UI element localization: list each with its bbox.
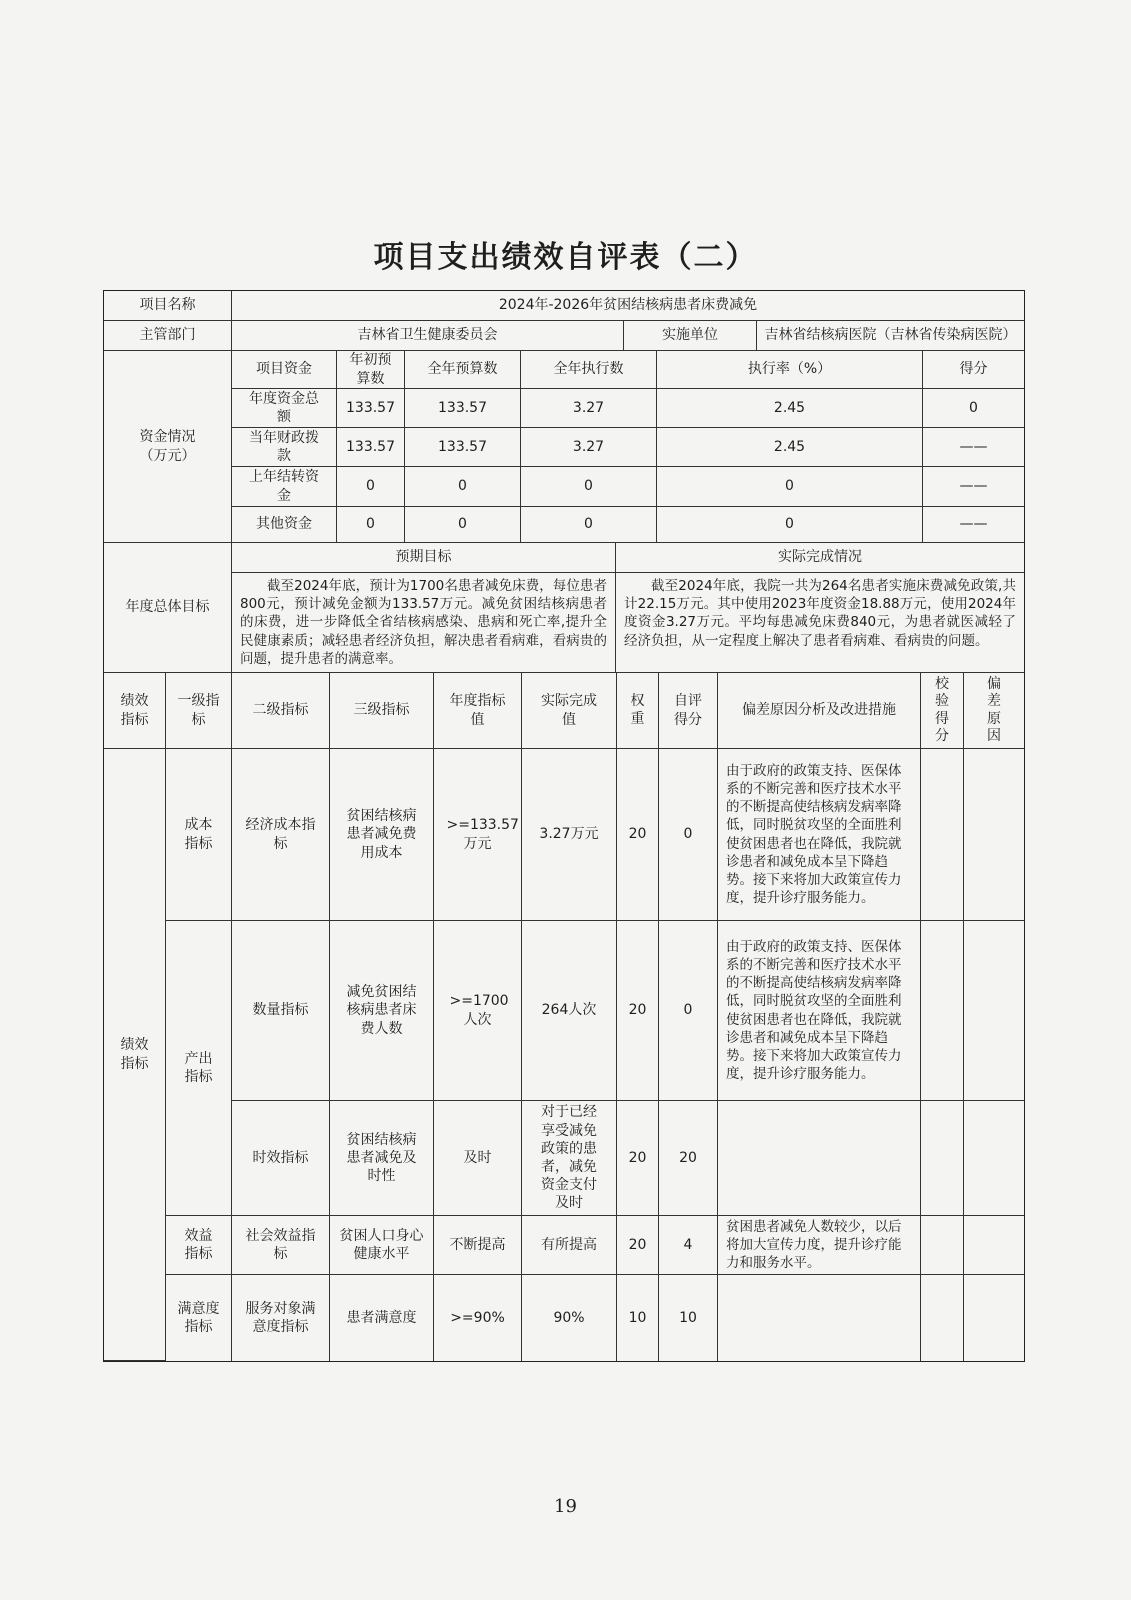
- funds-cell: 0: [657, 467, 923, 507]
- l2-cell: 服务对象满意度指标: [232, 1275, 330, 1361]
- unit-label: 实施单位: [624, 321, 757, 351]
- ind-header: 三级指标: [330, 673, 434, 749]
- target-cell: >=133.57万元: [434, 749, 522, 921]
- ind-header: 校验得分: [921, 673, 964, 749]
- analysis-cell: 贫困患者减免人数较少，以后将加大宣传力度，提升诊疗能力和服务水平。: [718, 1216, 921, 1275]
- funds-cell: 0: [405, 467, 521, 507]
- l3-cell: 贫困结核病患者减免费用成本: [330, 749, 434, 921]
- actual-goal-text: 截至2024年底，我院一共为264名患者实施床费减免政策,共计22.15万元。其中使用2023年度资金18.88万元，使用2024年度资金3.27万元。平均每患减免床费840元，为患者就医减轻了经济负担，从一定程度上解决了患者看病难、看病贵的问题。: [616, 573, 1024, 673]
- weight-cell: 20: [617, 1101, 659, 1216]
- dept-value: 吉林省卫生健康委员会: [232, 321, 624, 351]
- funds-cell: 3.27: [521, 428, 657, 467]
- score-cell: 4: [659, 1216, 718, 1275]
- ind-header: 实际完成值: [522, 673, 617, 749]
- deviation-cell: [964, 1216, 1024, 1275]
- deviation-cell: [964, 749, 1024, 921]
- ind-header: 权重: [617, 673, 659, 749]
- funds-row-label: 年度资金总额: [232, 389, 337, 428]
- analysis-cell: 由于政府的政策支持、医保体系的不断完善和医疗技术水平的不断提高使结核病发病率降低，同时脱贫攻坚的全面胜利使贫困患者也在降低，我院就诊患者和减免成本呈下降趋势。接下来将加大政策宣传力度，提升诊疗服务能力。: [718, 749, 921, 921]
- actual-cell: 90%: [522, 1275, 617, 1361]
- page-title: 项目支出绩效自评表（二）: [373, 240, 758, 275]
- l2-cell: 社会效益指标: [232, 1216, 330, 1275]
- funds-cell: 0: [521, 507, 657, 543]
- ind-section-label: 绩效指标: [104, 749, 166, 1361]
- funds-cell: 0: [521, 467, 657, 507]
- funds-header: 全年执行数: [521, 351, 657, 389]
- deviation-cell: [964, 921, 1024, 1101]
- funds-cell: 0: [337, 507, 405, 543]
- funds-cell: 2.45: [657, 428, 923, 467]
- check-score-cell: [921, 921, 964, 1101]
- l2-cell: 数量指标: [232, 921, 330, 1101]
- funds-header: 年初预算数: [337, 351, 405, 389]
- page-number: 19: [554, 1496, 577, 1517]
- funds-row-label: 上年结转资金: [232, 467, 337, 507]
- target-cell: >=1700人次: [434, 921, 522, 1101]
- ind-header: 二级指标: [232, 673, 330, 749]
- funds-section-label: 资金情况（万元）: [104, 351, 232, 543]
- actual-cell: 对于已经享受减免政策的患者，减免资金支付及时: [522, 1101, 617, 1216]
- funds-cell: ——: [923, 428, 1024, 467]
- analysis-cell: [718, 1101, 921, 1216]
- check-score-cell: [921, 1101, 964, 1216]
- score-cell: 0: [659, 749, 718, 921]
- check-score-cell: [921, 1275, 964, 1361]
- funds-cell: ——: [923, 507, 1024, 543]
- score-cell: 10: [659, 1275, 718, 1361]
- funds-cell: 0: [405, 507, 521, 543]
- l3-cell: 贫困人口身心健康水平: [330, 1216, 434, 1275]
- expected-goal-header: 预期目标: [232, 543, 616, 573]
- level1-benefit: 效益指标: [166, 1216, 232, 1275]
- funds-cell: 3.27: [521, 389, 657, 428]
- project-name-label: 项目名称: [104, 291, 232, 321]
- target-cell: 及时: [434, 1101, 522, 1216]
- actual-cell: 有所提高: [522, 1216, 617, 1275]
- l3-cell: 患者满意度: [330, 1275, 434, 1361]
- check-score-cell: [921, 1216, 964, 1275]
- funds-header: 得分: [923, 351, 1024, 389]
- l2-cell: 经济成本指标: [232, 749, 330, 921]
- analysis-cell: [718, 1275, 921, 1361]
- level1-output: 产出指标: [166, 921, 232, 1216]
- funds-cell: ——: [923, 467, 1024, 507]
- funds-cell: 133.57: [337, 389, 405, 428]
- score-cell: 20: [659, 1101, 718, 1216]
- dept-label: 主管部门: [104, 321, 232, 351]
- deviation-cell: [964, 1101, 1024, 1216]
- goals-label: 年度总体目标: [104, 543, 232, 673]
- weight-cell: 20: [617, 921, 659, 1101]
- funds-cell: 0: [657, 507, 923, 543]
- funds-cell: 133.57: [405, 389, 521, 428]
- score-cell: 0: [659, 921, 718, 1101]
- l3-cell: 贫困结核病患者减免及时性: [330, 1101, 434, 1216]
- funds-header: 项目资金: [232, 351, 337, 389]
- l2-cell: 时效指标: [232, 1101, 330, 1216]
- actual-goal-header: 实际完成情况: [616, 543, 1024, 573]
- funds-cell: 133.57: [405, 428, 521, 467]
- level1-cost: 成本指标: [166, 749, 232, 921]
- deviation-cell: [964, 1275, 1024, 1361]
- funds-cell: 0: [923, 389, 1024, 428]
- ind-header: 一级指标: [166, 673, 232, 749]
- ind-header: 偏差原因分析及改进措施: [718, 673, 921, 749]
- level1-satisfaction: 满意度指标: [166, 1275, 232, 1361]
- analysis-cell: 由于政府的政策支持、医保体系的不断完善和医疗技术水平的不断提高使结核病发病率降低，同时脱贫攻坚的全面胜利使贫困患者也在降低，我院就诊患者和减免成本呈下降趋势。接下来将加大政策宣传力度，提升诊疗服务能力。: [718, 921, 921, 1101]
- l3-cell: 减免贫困结核病患者床费人数: [330, 921, 434, 1101]
- weight-cell: 20: [617, 749, 659, 921]
- performance-table: [103, 290, 1025, 1362]
- ind-header: 绩效指标: [104, 673, 166, 749]
- actual-cell: 3.27万元: [522, 749, 617, 921]
- project-name-value: 2024年-2026年贫困结核病患者床费减免: [232, 291, 1024, 321]
- funds-row-label: 当年财政拨款: [232, 428, 337, 467]
- ind-header: 自评得分: [659, 673, 718, 749]
- funds-header: 执行率（%）: [657, 351, 923, 389]
- funds-row-label: 其他资金: [232, 507, 337, 543]
- funds-cell: 0: [337, 467, 405, 507]
- funds-header: 全年预算数: [405, 351, 521, 389]
- weight-cell: 20: [617, 1216, 659, 1275]
- actual-cell: 264人次: [522, 921, 617, 1101]
- target-cell: 不断提高: [434, 1216, 522, 1275]
- funds-cell: 133.57: [337, 428, 405, 467]
- unit-value: 吉林省结核病医院（吉林省传染病医院）: [757, 321, 1024, 351]
- ind-header: 偏差原因: [964, 673, 1024, 749]
- ind-header: 年度指标值: [434, 673, 522, 749]
- weight-cell: 10: [617, 1275, 659, 1361]
- check-score-cell: [921, 749, 964, 921]
- funds-cell: 2.45: [657, 389, 923, 428]
- target-cell: >=90%: [434, 1275, 522, 1361]
- expected-goal-text: 截至2024年底，预计为1700名患者减免床费，每位患者800元，预计减免金额为133.57万元。减免贫困结核病患者的床费，进一步降低全省结核病感染、患病和死亡率,提升全民健康素质；减轻患者经济负担，解决患者看病难，看病贵的问题，提升患者的满意率。: [232, 573, 616, 673]
